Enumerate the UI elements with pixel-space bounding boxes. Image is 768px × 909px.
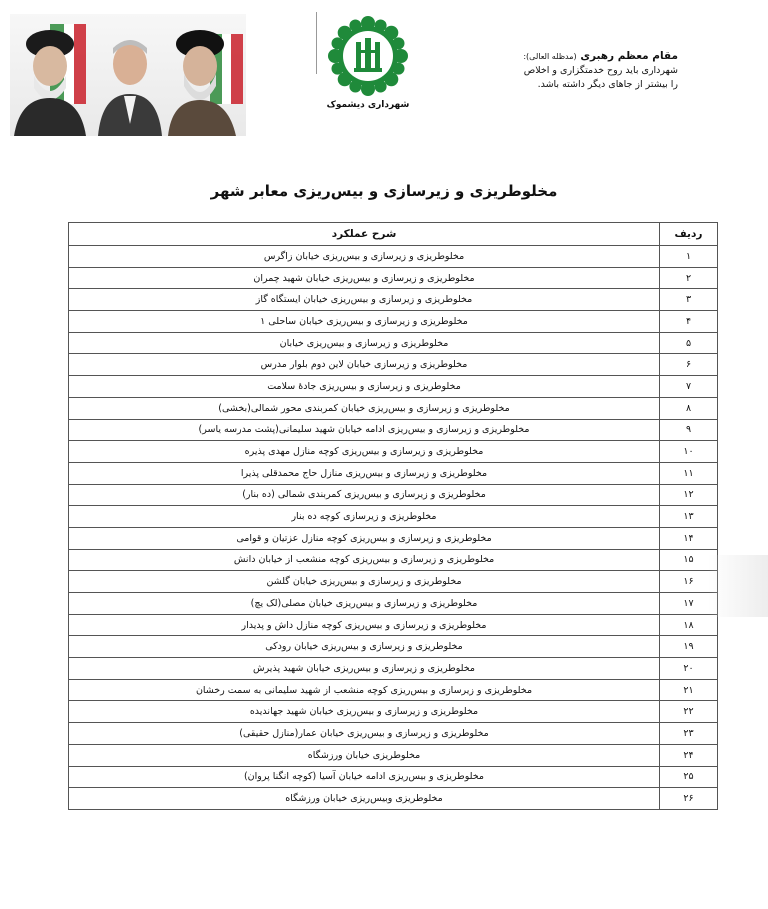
table-row <box>69 723 718 745</box>
row-number: ۵ <box>660 332 718 354</box>
row-number: ۲۲ <box>660 701 718 723</box>
table-row <box>69 484 718 506</box>
row-number: ۱۴ <box>660 527 718 549</box>
row-description: مخلوطریزی و زیرسازی و بیس‌ریزی خیابان عمار(منازل حقیقی) <box>69 723 660 745</box>
table-row <box>69 766 718 788</box>
row-description: مخلوطریزی و زیرسازی و بیس‌ریزی کوچه منازل عزتیان و قوامی <box>69 527 660 549</box>
row-description: مخلوطریزی و بیس‌ریزی ادامه خیابان آسیا (کوچه انگنا پروان) <box>69 766 660 788</box>
table-row <box>69 441 718 463</box>
row-number: ۱۹ <box>660 636 718 658</box>
table-row <box>69 332 718 354</box>
table-row <box>69 246 718 268</box>
activities-table <box>68 222 718 810</box>
table-header-row <box>69 223 718 246</box>
row-number: ۱۷ <box>660 593 718 615</box>
header-divider <box>316 12 317 74</box>
table-row <box>69 267 718 289</box>
row-description: مخلوطریزی و زیرسازی و بیس‌ریزی خیابان رودکی <box>69 636 660 658</box>
quote-honorific: (مدظله العالی): <box>523 52 577 61</box>
leaders-portraits-image <box>10 14 246 136</box>
row-number: ۳ <box>660 289 718 311</box>
header-row-number: ردیف <box>660 223 718 246</box>
row-number: ۱۰ <box>660 441 718 463</box>
row-description: مخلوطریزی و زیرسازی و بیس‌ریزی کوچه منشعب از شهید سلیمانی به سمت رخشان <box>69 679 660 701</box>
table-row <box>69 636 718 658</box>
row-description: مخلوطریزی و زیرسازی و بیس‌ریزی کوچه منشعب از خیابان دانش <box>69 549 660 571</box>
row-description: مخلوطریزی و زیرسازی و بیس‌ریزی خیابان شهید چمران <box>69 267 660 289</box>
row-description: مخلوطریزی و زیرسازی و بیس‌ریزی جادهٔ سلامت <box>69 376 660 398</box>
row-number: ۲ <box>660 267 718 289</box>
table-row <box>69 571 718 593</box>
table-row <box>69 549 718 571</box>
table-row <box>69 311 718 333</box>
photo-glare <box>708 555 768 617</box>
row-number: ۲۰ <box>660 658 718 680</box>
table-row <box>69 744 718 766</box>
row-description: مخلوطریزی و زیرسازی و بیس‌ریزی خیابان زاگرس <box>69 246 660 268</box>
row-number: ۱۵ <box>660 549 718 571</box>
portraits-illustration <box>10 14 246 136</box>
row-number: ۱۶ <box>660 571 718 593</box>
leader-quote <box>418 50 678 90</box>
row-number: ۲۵ <box>660 766 718 788</box>
row-number: ۴ <box>660 311 718 333</box>
row-description: مخلوطریزی و زیرسازی خیابان لاین دوم بلوار مدرس <box>69 354 660 376</box>
quote-heading <box>418 50 678 62</box>
row-description: مخلوطریزی وبیس‌ریزی خیابان ورزشگاه <box>69 788 660 810</box>
municipality-logo <box>318 14 418 134</box>
table-row <box>69 701 718 723</box>
quote-line-2: را بیشتر از جاهای دیگر داشته باشد. <box>537 79 678 90</box>
row-description: مخلوطریزی و زیرسازی کوچه ده بنار <box>69 506 660 528</box>
row-description: مخلوطریزی و زیرسازی و بیس‌ریزی خیابان شهید پذیرش <box>69 658 660 680</box>
row-description: مخلوطریزی و زیرسازی و بیس‌ریزی خیابان مصلی(لک یچ) <box>69 593 660 615</box>
table-row <box>69 462 718 484</box>
header-description: شرح عملکرد <box>69 223 660 246</box>
row-description: مخلوطریزی و زیرسازی و بیس‌ریزی ادامه خیابان شهید سلیمانی(پشت مدرسه یاسر) <box>69 419 660 441</box>
table-row <box>69 658 718 680</box>
row-description: مخلوطریزی و زیرسازی و بیس‌ریزی کمربندی شمالی (ده بنار) <box>69 484 660 506</box>
row-description: مخلوطریزی و زیرسازی و بیس‌ریزی منازل حاج محمدقلی پذیرا <box>69 462 660 484</box>
row-number: ۷ <box>660 376 718 398</box>
table-row <box>69 506 718 528</box>
row-description: مخلوطریزی خیابان ورزشگاه <box>69 744 660 766</box>
table-row <box>69 593 718 615</box>
page-title: مخلوطریزی و زیرسازی و بیس‌ریزی معابر شهر <box>210 182 558 200</box>
table-row <box>69 419 718 441</box>
row-description: مخلوطریزی و زیرسازی و بیس‌ریزی خیابان ساحلی ۱ <box>69 311 660 333</box>
row-description: مخلوطریزی و زیرسازی و بیس‌ریزی کوچه منازل مهدی پذیره <box>69 441 660 463</box>
table-row <box>69 679 718 701</box>
row-number: ۲۱ <box>660 679 718 701</box>
row-number: ۱ <box>660 246 718 268</box>
row-number: ۲۴ <box>660 744 718 766</box>
table-row <box>69 376 718 398</box>
quote-attribution: مقام معظم رهبری <box>580 50 678 62</box>
table-row <box>69 289 718 311</box>
logo-emblem-icon <box>326 14 410 98</box>
row-number: ۶ <box>660 354 718 376</box>
row-description: مخلوطریزی و زیرسازی و بیس‌ریزی خیابان <box>69 332 660 354</box>
row-number: ۲۳ <box>660 723 718 745</box>
table-row <box>69 614 718 636</box>
row-description: مخلوطریزی و زیرسازی و بیس‌ریزی خیابان ایستگاه گاز <box>69 289 660 311</box>
table-row <box>69 788 718 810</box>
table-row <box>69 354 718 376</box>
table-row <box>69 527 718 549</box>
row-number: ۸ <box>660 397 718 419</box>
table-row <box>69 397 718 419</box>
row-description: مخلوطریزی و زیرسازی و بیس‌ریزی خیابان گلشن <box>69 571 660 593</box>
logo-caption: شهرداری دیشموک <box>326 100 410 110</box>
row-description: مخلوطریزی و زیرسازی و بیس‌ریزی خیابان کمربندی محور شمالی(بخشی) <box>69 397 660 419</box>
row-number: ۱۱ <box>660 462 718 484</box>
row-description: مخلوطریزی و زیرسازی و بیس‌ریزی خیابان شهید جهاندیده <box>69 701 660 723</box>
row-number: ۲۶ <box>660 788 718 810</box>
row-number: ۱۸ <box>660 614 718 636</box>
row-description: مخلوطریزی و زیرسازی و بیس‌ریزی کوچه منازل داش و پدیدار <box>69 614 660 636</box>
row-number: ۱۲ <box>660 484 718 506</box>
quote-line-1: شهرداری باید روح خدمتگزاری و اخلاص <box>523 65 678 76</box>
row-number: ۹ <box>660 419 718 441</box>
row-number: ۱۳ <box>660 506 718 528</box>
